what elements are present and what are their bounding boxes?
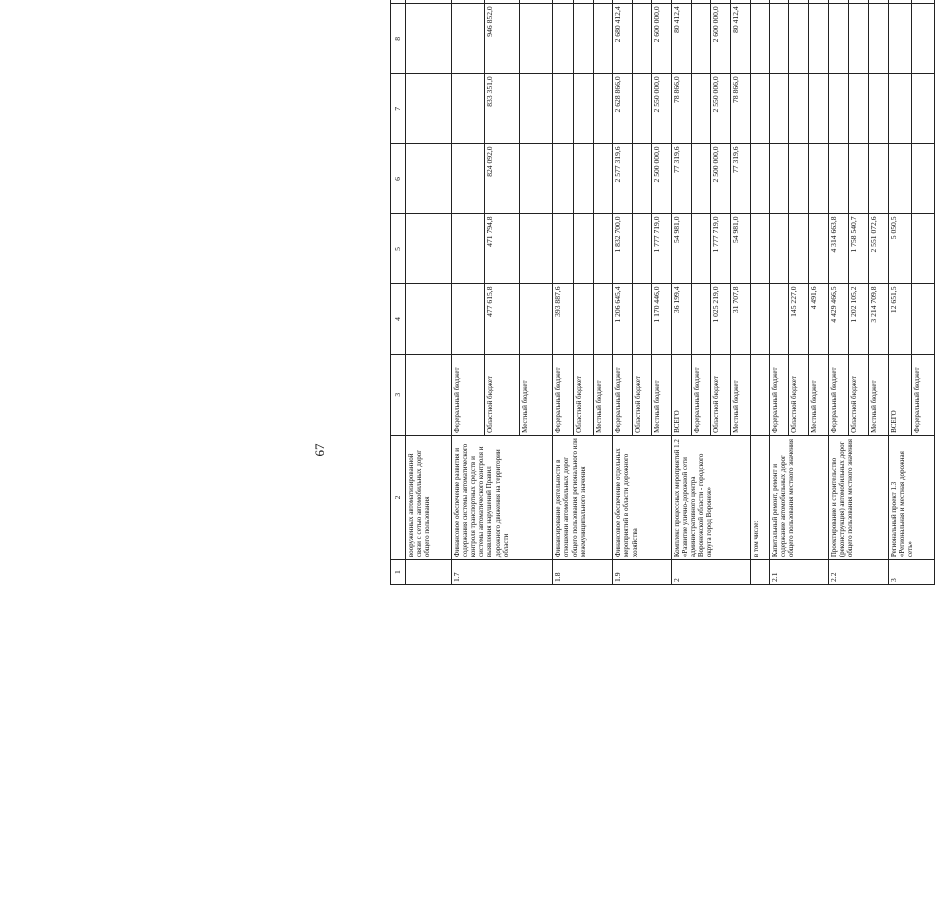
amount-cell <box>751 144 770 214</box>
activity-name: в том числе: <box>751 435 770 559</box>
amount-cell <box>406 74 452 144</box>
funding-source: Местный бюджет <box>731 354 751 435</box>
amount-cell <box>593 4 613 74</box>
column-header: 7 <box>391 74 406 144</box>
amount-cell <box>888 74 912 144</box>
funding-source: Местный бюджет <box>520 354 553 435</box>
funding-source: Местный бюджет <box>652 354 672 435</box>
table-body <box>406 0 935 585</box>
amount-cell <box>788 144 808 214</box>
amount-cell <box>769 214 788 284</box>
amount-cell <box>452 4 485 74</box>
amount-cell <box>808 0 828 4</box>
amount-cell <box>520 4 553 74</box>
activity-name: Капитальный ремонт, ремонт и содержание автомобильных дорог общего пользования местного значения <box>769 435 828 559</box>
amount-cell <box>912 74 935 144</box>
amount-cell <box>452 284 485 354</box>
amount-cell: 4 429 466,5 <box>828 284 848 354</box>
amount-cell: 2 500 000,0 <box>711 144 731 214</box>
amount-cell: 1 025 219,0 <box>711 284 731 354</box>
row-number: 2.2 <box>828 560 888 585</box>
amount-cell <box>751 0 770 4</box>
row-number: 2.1 <box>769 560 828 585</box>
amount-cell <box>692 284 711 354</box>
funding-source: Федеральный бюджет <box>769 354 788 435</box>
amount-cell <box>828 144 848 214</box>
table-row <box>452 0 485 585</box>
amount-cell <box>593 0 613 4</box>
amount-cell <box>868 144 888 214</box>
amount-cell <box>912 214 935 284</box>
amount-cell <box>574 214 594 284</box>
amount-cell <box>633 214 652 284</box>
amount-cell: 1 777 719,0 <box>652 214 672 284</box>
funding-source: Областной бюджет <box>788 354 808 435</box>
amount-cell <box>828 4 848 74</box>
funding-source: Федеральный бюджет <box>828 354 848 435</box>
funding-source: Областной бюджет <box>848 354 868 435</box>
column-header: 2 <box>391 435 406 559</box>
amount-cell: 2 550 000,0 <box>711 74 731 144</box>
amount-cell <box>848 144 868 214</box>
amount-cell: 80 412,4 <box>672 4 692 74</box>
amount-cell <box>808 214 828 284</box>
activity-name: Проектирование и строительство (реконструкция) автомобильных дорог общего пользования местного значения <box>828 435 888 559</box>
amount-cell <box>406 214 452 284</box>
amount-cell: 4 491,6 <box>808 284 828 354</box>
amount-cell: 54 981,0 <box>731 214 751 284</box>
amount-cell <box>912 284 935 354</box>
funding-source: Местный бюджет <box>593 354 613 435</box>
amount-cell <box>452 74 485 144</box>
amount-cell <box>692 144 711 214</box>
funding-source: Областной бюджет <box>485 354 520 435</box>
amount-cell <box>868 74 888 144</box>
funding-source: Федеральный бюджет <box>692 354 711 435</box>
amount-cell <box>808 144 828 214</box>
funding-source <box>751 354 770 435</box>
funding-source <box>406 354 452 435</box>
amount-cell <box>769 4 788 74</box>
amount-cell <box>751 74 770 144</box>
amount-cell <box>593 284 613 354</box>
page-number: 67 <box>312 443 327 457</box>
amount-cell: 2 600 000,0 <box>652 4 672 74</box>
table-row <box>769 0 788 585</box>
row-number: 1.9 <box>613 560 672 585</box>
amount-cell <box>788 214 808 284</box>
row-number: 1.7 <box>452 560 553 585</box>
amount-cell <box>692 214 711 284</box>
header-row <box>391 0 406 585</box>
amount-cell <box>633 0 652 4</box>
amount-cell <box>406 144 452 214</box>
amount-cell <box>574 0 594 4</box>
funding-source: Федеральный бюджет <box>912 354 935 435</box>
amount-cell <box>912 144 935 214</box>
amount-cell <box>633 74 652 144</box>
amount-cell: 54 981,0 <box>672 214 692 284</box>
amount-cell: 1 777 719,0 <box>711 214 731 284</box>
funding-source: ВСЕГО <box>888 354 912 435</box>
amount-cell <box>692 74 711 144</box>
amount-cell: 1 206 645,4 <box>613 284 633 354</box>
row-number: 2 <box>672 560 751 585</box>
amount-cell <box>452 214 485 284</box>
amount-cell <box>452 0 485 4</box>
amount-cell: 833 351,0 <box>485 74 520 144</box>
table-row <box>828 0 848 585</box>
amount-cell: 31 707,8 <box>731 284 751 354</box>
funding-source: Федеральный бюджет <box>613 354 633 435</box>
amount-cell <box>769 0 788 4</box>
activity-name: Финансовое обеспечение развития и содержания системы автоматического контроля транспортных средств и системы автоматического контроля и выявления нарушений Правил дорожного движения на территории области <box>452 435 553 559</box>
amount-cell <box>406 0 452 4</box>
amount-cell <box>808 4 828 74</box>
column-header: 3 <box>391 354 406 435</box>
column-header <box>391 0 406 4</box>
amount-cell: 5 050,5 <box>888 214 912 284</box>
amount-cell <box>593 214 613 284</box>
funding-source: Областной бюджет <box>574 354 594 435</box>
amount-cell <box>692 4 711 74</box>
amount-cell: 80 412,4 <box>731 4 751 74</box>
amount-cell <box>553 4 574 74</box>
amount-cell <box>553 214 574 284</box>
amount-cell <box>553 0 574 4</box>
funding-source: Федеральный бюджет <box>553 354 574 435</box>
amount-cell: 78 866,0 <box>731 74 751 144</box>
amount-cell <box>520 144 553 214</box>
column-header: 8 <box>391 4 406 74</box>
amount-cell <box>574 74 594 144</box>
amount-cell <box>788 4 808 74</box>
amount-cell <box>553 144 574 214</box>
amount-cell <box>769 144 788 214</box>
activity-name: Комплекс процессных мероприятий 1.2 «Развитие улично-дорожной сети административного центра Воронежской области - городского округа город Воронеж» <box>672 435 751 559</box>
amount-cell <box>553 74 574 144</box>
table-row <box>751 0 770 585</box>
amount-cell <box>751 214 770 284</box>
amount-cell: 1 832 700,0 <box>613 214 633 284</box>
amount-cell <box>751 4 770 74</box>
amount-cell: 36 199,4 <box>672 284 692 354</box>
amount-cell <box>888 4 912 74</box>
funding-source: Местный бюджет <box>808 354 828 435</box>
column-header: 4 <box>391 284 406 354</box>
activity-name: Финансовое обеспечение отдельных мероприятий в области дорожного хозяйства <box>613 435 672 559</box>
amount-cell: 2 500 000,0 <box>652 144 672 214</box>
amount-cell <box>520 0 553 4</box>
amount-cell <box>633 284 652 354</box>
amount-cell: 946 852,0 <box>485 4 520 74</box>
amount-cell <box>485 0 520 4</box>
amount-cell <box>848 0 868 4</box>
amount-cell <box>912 4 935 74</box>
amount-cell: 1 758 540,7 <box>848 214 868 284</box>
amount-cell <box>520 284 553 354</box>
amount-cell <box>452 144 485 214</box>
amount-cell <box>788 0 808 4</box>
activity-name: Финансирование деятельности в отношении автомобильных дорог общего пользования регионального или межмуниципального значения <box>553 435 613 559</box>
table-row <box>888 0 912 585</box>
budget-table <box>390 0 935 585</box>
amount-cell <box>574 284 594 354</box>
funding-source: Областной бюджет <box>711 354 731 435</box>
funding-source: Местный бюджет <box>868 354 888 435</box>
column-header: 5 <box>391 214 406 284</box>
amount-cell: 3 214 709,8 <box>868 284 888 354</box>
amount-cell <box>888 144 912 214</box>
row-number <box>751 560 770 585</box>
amount-cell <box>406 284 452 354</box>
amount-cell <box>868 0 888 4</box>
amount-cell <box>520 74 553 144</box>
table-row <box>613 0 633 585</box>
row-number <box>406 560 452 585</box>
amount-cell <box>769 284 788 354</box>
amount-cell <box>808 74 828 144</box>
funding-source: Федеральный бюджет <box>452 354 485 435</box>
amount-cell: 2 600 000,0 <box>711 4 731 74</box>
table-row <box>553 0 574 585</box>
activity-name: вооруженных автоматизированной связи с сетью автомобильных дорог общего пользования <box>406 435 452 559</box>
budget-table-container <box>390 0 935 585</box>
funding-source: ВСЕГО <box>672 354 692 435</box>
amount-cell <box>633 4 652 74</box>
amount-cell <box>613 0 633 4</box>
amount-cell <box>769 74 788 144</box>
amount-cell <box>788 74 808 144</box>
table-row <box>672 0 692 585</box>
amount-cell: 145 227,0 <box>788 284 808 354</box>
amount-cell <box>406 4 452 74</box>
amount-cell: 393 887,6 <box>553 284 574 354</box>
amount-cell <box>692 0 711 4</box>
row-number: 3 <box>888 560 934 585</box>
amount-cell <box>848 74 868 144</box>
amount-cell: 2 680 412,4 <box>613 4 633 74</box>
amount-cell <box>633 144 652 214</box>
amount-cell <box>711 0 731 4</box>
amount-cell <box>593 74 613 144</box>
amount-cell: 2 551 072,6 <box>868 214 888 284</box>
amount-cell <box>828 0 848 4</box>
amount-cell: 77 319,6 <box>672 144 692 214</box>
amount-cell: 2 550 000,0 <box>652 74 672 144</box>
amount-cell: 471 794,8 <box>485 214 520 284</box>
amount-cell <box>848 4 868 74</box>
amount-cell: 12 651,5 <box>888 284 912 354</box>
amount-cell <box>574 144 594 214</box>
amount-cell: 2 628 866,0 <box>613 74 633 144</box>
amount-cell <box>593 144 613 214</box>
amount-cell <box>652 0 672 4</box>
amount-cell <box>520 214 553 284</box>
amount-cell <box>731 0 751 4</box>
amount-cell <box>868 4 888 74</box>
amount-cell <box>912 0 935 4</box>
amount-cell: 477 615,8 <box>485 284 520 354</box>
column-header: 1 <box>391 560 406 585</box>
activity-name: Региональный проект 1.3 «Региональная и местная дорожная сеть» <box>888 435 934 559</box>
amount-cell: 77 319,6 <box>731 144 751 214</box>
amount-cell: 4 314 663,8 <box>828 214 848 284</box>
table-row <box>406 0 452 585</box>
amount-cell: 1 170 446,0 <box>652 284 672 354</box>
amount-cell: 824 092,0 <box>485 144 520 214</box>
amount-cell <box>672 0 692 4</box>
amount-cell: 2 577 319,6 <box>613 144 633 214</box>
amount-cell: 1 202 105,2 <box>848 284 868 354</box>
column-header: 6 <box>391 144 406 214</box>
amount-cell: 78 866,0 <box>672 74 692 144</box>
amount-cell <box>751 284 770 354</box>
funding-source: Областной бюджет <box>633 354 652 435</box>
row-number: 1.8 <box>553 560 613 585</box>
amount-cell <box>888 0 912 4</box>
amount-cell <box>574 4 594 74</box>
amount-cell <box>828 74 848 144</box>
